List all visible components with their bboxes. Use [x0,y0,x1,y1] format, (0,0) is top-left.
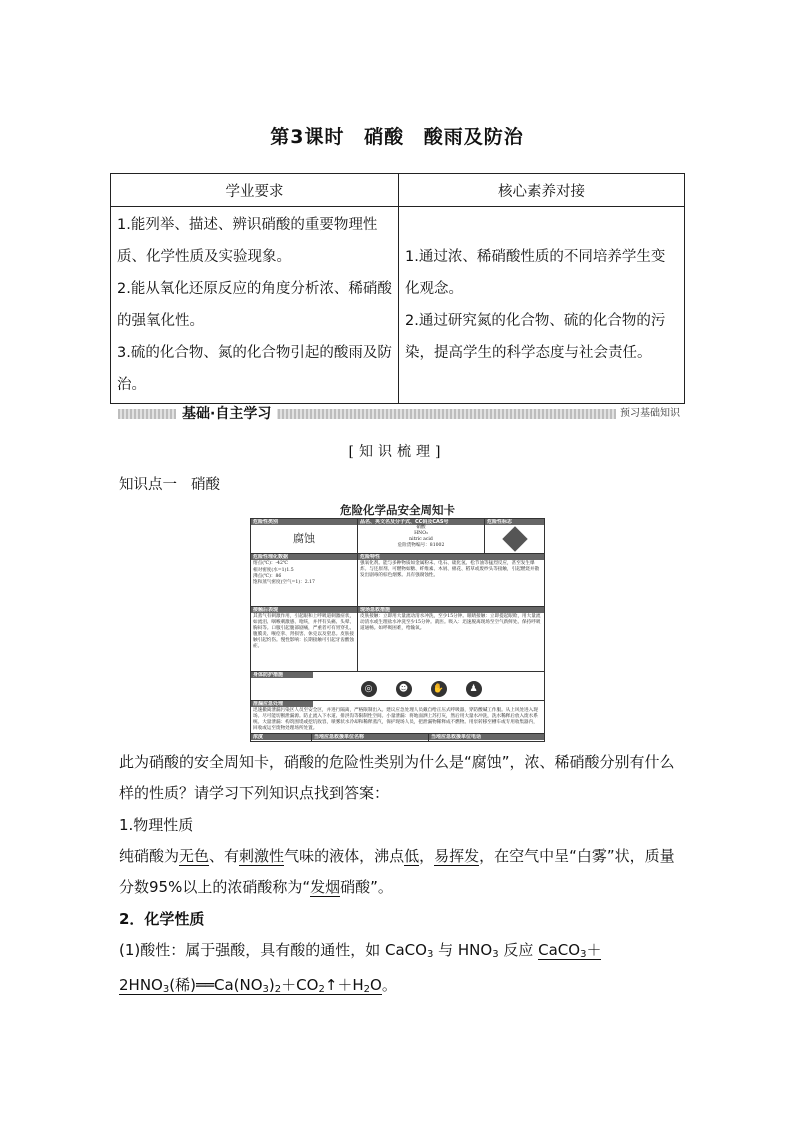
section2-heading: 2．化学性质 [119,910,205,928]
text-run: 、有 [209,847,240,865]
card-names-cell [358,519,485,553]
goals-left-cell [111,207,399,404]
goals-right-cell [399,207,685,404]
card-footer-right: 当地应急救援单位电话 [429,734,544,740]
section1-heading: 1.物理性质 [119,816,194,834]
subscript: 2 [318,984,325,995]
text-run: (1)酸性：属于强酸，具有酸的通性，如 CaCO [119,941,427,959]
card-row-identity [251,519,544,554]
goals-table [110,173,685,404]
subscript: 2 [363,984,371,995]
text-run: ， [419,847,435,865]
answer-colorless: 无色 [179,847,210,865]
text-run: ＋CO [281,976,319,994]
card-prop-line: 相对密度(水=1)1.5 [253,568,294,573]
card-row-ppe [251,672,544,701]
card-leak-text: 迅速撤离泄漏污染区人员至安全区，并进行隔离，严格限制出入。建议应急处理人员戴自给正压式呼吸器，穿防酸碱工作服。从上风处进入现场。尽可能切断泄漏源。防止流入下水道、排洪沟等限制性空间。小量泄漏：将地面洒上苏打灰，然后用大量水冲洗，洗水稀释后放入废水系统。大量泄漏：构筑围堤或挖坑收容，喷雾状水冷却和稀释蒸汽，保护现场人员，把泄漏物稀释成不燃物。用泵转移至槽车或专用收集器内，回收或运至废物处理场所处置。 [253,708,538,731]
card-hazard-text: 强氧化剂。能与多种物质如金属粉末、电石、硫化氢、松节油等猛烈反应，甚至发生爆炸。与还原剂、可燃物如糖、纤维素、木屑、棉花、稻草或废纱头等接触，引起燃烧并散发出剧毒的棕色烟雾。具有强腐蚀性。 [360,561,540,578]
title-lesson: 第3课时 [270,126,345,148]
title-topic: 硝酸 [364,126,405,148]
card-contact-text: 其蒸气有刺激作用，引起眼和上呼吸道刺激症状，如流泪、咽喉刺激感、呛咳，并伴有头痛、头晕、胸闷等。口服引起腹部剧痛，严重者可有胃穿孔、腹膜炎、喉痉挛、肾损害、休克以及窒息。皮肤接触引起灼伤。慢性影响：长期接触可引起牙齿酸蚀症。 [253,614,355,649]
answer-low: 低 [404,847,420,865]
card-hdr-category: 危险性类别 [251,519,357,525]
answer-irritating: 刺激性 [239,847,285,865]
goals-header-right: 核心素养对接 [399,174,685,207]
card-firstaid-cell [358,607,544,671]
goals-left-item: 2.能从氧化还原反应的角度分析浓、稀硝酸的强氧化性。 [117,281,392,329]
text-run: 硝酸”。 [340,878,393,896]
text-run: ，在空气中呈“白雾”状，质量分数95%以上的浓硝酸称为“ [119,847,675,896]
card-frame [250,518,545,742]
card-hdr-props: 危险性理化数据 [251,554,357,560]
text-run: ) [268,976,275,994]
card-hdr-ppe: 身体防护措施 [251,672,313,678]
goggles-icon: ◎ [361,681,377,697]
subscript: 2 [274,984,282,995]
card-hdr-hazard: 危险特性 [358,554,544,560]
banner-right-label: 预习基础知识 [616,407,684,421]
text-run: 气味的液体，沸点 [284,847,405,865]
title-subtopic: 酸雨及防治 [423,126,524,148]
card-contact-cell [251,607,358,671]
section-banner [118,405,684,423]
card-footer-mid-cell [312,734,429,741]
safety-card [250,503,545,742]
card-prop-line: 熔点(℃)：-42℃ [253,561,289,566]
knowledge-point-heading [119,473,220,494]
text-run: (稀)══Ca(NO [169,976,263,994]
card-title: 危险化学品安全周知卡 [340,503,455,517]
card-hdr-firstaid: 现场急救措施 [358,607,544,613]
text-run: ↑＋H [324,976,364,994]
subscript: 3 [426,949,434,960]
card-category-value: 腐蚀 [293,532,315,545]
card-prop-line: 饱和蒸气密度(空气=1)：2.17 [253,580,315,585]
subscript: 3 [162,984,170,995]
card-firstaid-text: 皮肤接触：立即用大量流动清水冲洗，至少15分钟。眼睛接触：立即提起眼睑，用大量流动清水或生理盐水冲洗至少15分钟。就医。吸入：迅速脱离现场至空气新鲜处。保持呼吸道通畅。如呼吸困难，给输氧。 [360,614,541,631]
card-hdr-leak: 泄漏应急处理 [251,701,313,707]
section2-acid-paragraph [119,935,689,1005]
corrosive-hazard-icon [502,526,527,551]
subscript: 3 [492,949,499,960]
goals-left-item: 1.能列举、描述、辨识硝酸的重要物理性质、化学性质及实验现象。 [117,217,378,265]
card-row-contact [251,607,544,672]
card-name-line: 危险货物编号：81002 [397,543,445,548]
card-footer-left: 浓度 [251,734,311,740]
card-name-line: nitric acid [409,537,433,542]
gloves-icon: ✋ [431,681,447,697]
text-run: 与 HNO [433,941,493,959]
card-footer-right-cell [429,734,544,741]
goals-header-left: 学业要求 [111,174,399,207]
answer-volatile: 易挥发 [434,847,480,865]
card-hdr-contact: 接触后表现 [251,607,357,613]
intro-paragraph: 此为硝酸的安全周知卡，硝酸的危险性类别为什么是“腐蚀”，浓、稀硝酸分别有什么样的性质？请学习下列知识点找到答案： [119,753,675,802]
card-prop-line: 沸点(℃)：86 [253,574,282,579]
answer-fuming: 发烟 [310,878,341,896]
subscript: 3 [262,984,269,995]
page-title [0,122,794,149]
goals-left-item: 3.硫的化合物、氮的化合物引起的酸雨及防治。 [117,345,392,393]
subheading: [知识梳理] [348,444,446,460]
card-props-cell [251,554,358,606]
card-row-footer [251,734,544,741]
card-row-leak [251,701,544,734]
goals-right-item: 1.通过浓、稀硝酸性质的不同培养学生变化观念。 [405,249,666,297]
card-hdr-mark: 危险性标志 [485,519,544,525]
knowledge-point-topic: 硝酸 [191,477,220,493]
gas-mask-icon: ☻ [396,681,412,697]
card-category-cell [251,519,358,553]
card-footer-mid: 当地应急救援单位名称 [312,734,428,740]
text-run: 反应 [498,941,539,959]
card-name-line: 硝酸 [416,525,426,530]
card-hdr-names: 品名、英文名及分子式、CC码及CAS号 [358,519,484,525]
text-run: 。 [381,976,397,994]
card-mark-cell [485,519,544,553]
card-footer-left-cell [251,734,312,741]
card-hazard-cell [358,554,544,606]
banner-left-label: 基础·自主学习 [176,405,277,423]
section1-paragraph [119,841,689,903]
ppe-icons [351,681,491,697]
text-run: CaCO [538,941,581,959]
subscript: 3 [580,949,587,960]
card-name-line: HNO₃ [414,531,428,536]
text-run: O [370,976,382,994]
card-row-properties [251,554,544,607]
text-run: ＋ [586,941,602,959]
goals-right-item: 2.通过研究氮的化合物、硫的化合物的污染，提高学生的科学态度与社会责任。 [405,313,666,361]
text-run: 2HNO [119,976,163,994]
protective-suit-icon: ♟ [466,681,482,697]
knowledge-point-label: 知识点一 [119,477,177,493]
text-run: 纯硝酸为 [119,847,180,865]
